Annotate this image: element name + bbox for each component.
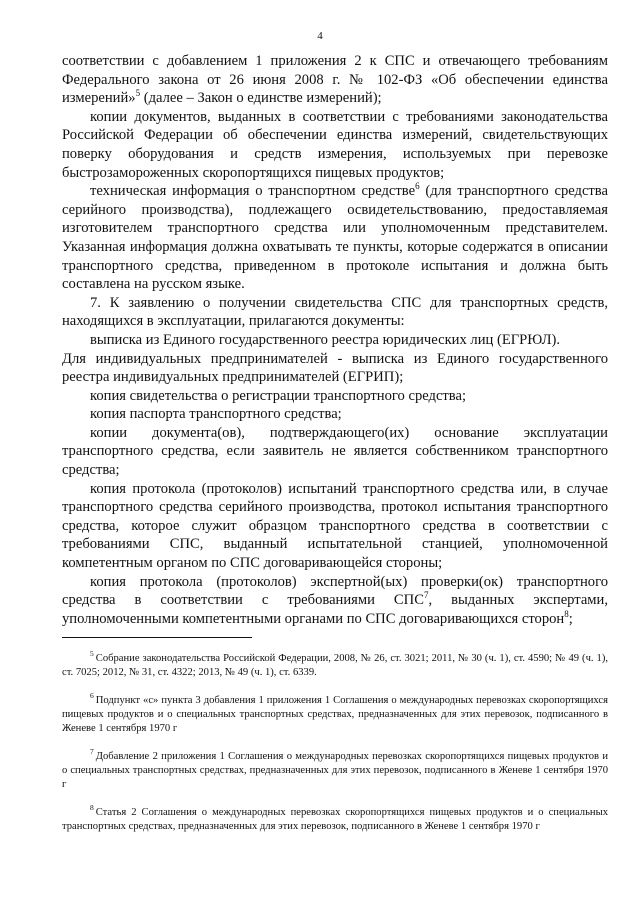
footnotes <box>62 649 608 848</box>
footnote-ref: 8 <box>564 608 569 619</box>
footnote-text: Собрание законодательства Российской Федерации, 2008, № 26, ст. 3021; 2011, № 30 (ч. 1), ст. 4590; № 49 (ч. 1), ст. 7025; 2012, № 31, ст. 4322; 2013, № 49 (ч. 1), ст. 6339. <box>62 653 608 678</box>
paragraph-text: , выданных экспертами, уполномоченными компетентными органами по СПС договаривающихся сторон <box>62 592 609 627</box>
footnote-mark: 8 <box>90 803 94 813</box>
footnote-divider <box>62 637 252 638</box>
footnote-mark: 6 <box>90 691 94 701</box>
footnote-6 <box>62 691 608 736</box>
footnote-ref: 7 <box>423 590 429 601</box>
footnote-ref: 5 <box>135 88 141 99</box>
footnote-5 <box>62 649 608 680</box>
paragraph-text: техническая информация о транспортном средстве <box>90 183 416 200</box>
paragraph-expert-protocol <box>62 573 608 629</box>
footnote-ref: 6 <box>415 181 420 192</box>
paragraph-text: соответствии с добавлением 1 приложения 2 к СПС и отвечающего требованиям Федерального закона от 26 июня 2008 г. № 102-ФЗ «Об обеспечении единства измерений» <box>62 53 608 107</box>
paragraph-item-7: 7. К заявлению о получении свидетельства СПС для транспортных средств, находящихся в эксплуатации, прилагаются документы: <box>62 294 608 330</box>
footnote-7 <box>62 747 608 792</box>
paragraph-egrul: выписка из Единого государственного реестра юридических лиц (ЕГРЮЛ). <box>90 331 560 348</box>
footnote-8 <box>62 803 608 834</box>
paragraph-egrip: Для индивидуальных предпринимателей - выписка из Единого государственного реестра индивидуальных предпринимателей (ЕГРИП); <box>62 350 608 386</box>
footnote-mark: 5 <box>90 649 94 659</box>
paragraph-registration-copy: копия свидетельства о регистрации транспортного средства; <box>90 387 467 404</box>
paragraph-text: (для транспортного средства серийного производства), подлежащего освидетельствованию, предоставляемая изготовителем транспортного средства или уполномоченным представителем. Указанная информация должна охватывать те пункты, которые содержатся в описании транспортного средства, приведенном в протоколе испытания и должна быть составлена на русском языке. <box>62 183 608 293</box>
paragraph-text: ; <box>568 610 573 627</box>
paragraph-test-protocol: копия протокола (протоколов) испытаний транспортного средства или, в случае транспортного средства серийного производства, протокол испытания транспортного средства, которое служит образцом транспортного средства в соответствии с требованиями СПС, выданный испытательной станцией, уполномоченной компетентным органом по СПС договаривающейся стороны; <box>62 480 608 572</box>
paragraph-text: копия протокола (протоколов) экспертной(ых) проверки(ок) транспортного средства в соответствии с требованиями СПС <box>62 573 608 609</box>
paragraph-passport-copy: копия паспорта транспортного средства; <box>90 406 342 423</box>
paragraph-verification-copies: копии документов, выданных в соответствии с требованиями законодательства Российской Федерации об обеспечении единства измерений, свидетельствующих поверку оборудования и средств измерения, используемых при перевозке быстрозамороженных скоропортящихся пищевых продуктов; <box>62 108 608 181</box>
document-body <box>62 52 608 628</box>
paragraph-operation-basis: копии документа(ов), подтверждающего(их) основание эксплуатации транспортного средства, если заявитель не является собственником транспортного средства; <box>62 424 608 479</box>
footnote-text: Подпункт «с» пункта 3 добавления 1 приложения 1 Соглашения о международных перевозках скоропортящихся пищевых продуктов и о специальных транспортных средствах, предназначенных для этих перевозок, подписанного в Женеве 1 сентября 1970 г <box>62 695 608 734</box>
paragraph-technical-info <box>62 182 608 294</box>
footnote-mark: 7 <box>90 747 94 757</box>
paragraph-measurement-law <box>62 52 608 108</box>
page-number: 4 <box>317 30 323 42</box>
footnote-text: Добавление 2 приложения 1 Соглашения о международных перевозках скоропортящихся пищевых продуктов и о специальных транспортных средствах, предназначенных для этих перевозок, подписанного в Женеве 1 сентября 1970 г <box>62 751 608 790</box>
paragraph-text: (далее – Закон о единстве измерений); <box>140 90 382 107</box>
footnote-text: Статья 2 Соглашения о международных перевозках скоропортящихся пищевых продуктов и о специальных транспортных средствах, предназначенных для этих перевозок, подписанного в Женеве 1 сентября 1970 г <box>62 807 608 832</box>
